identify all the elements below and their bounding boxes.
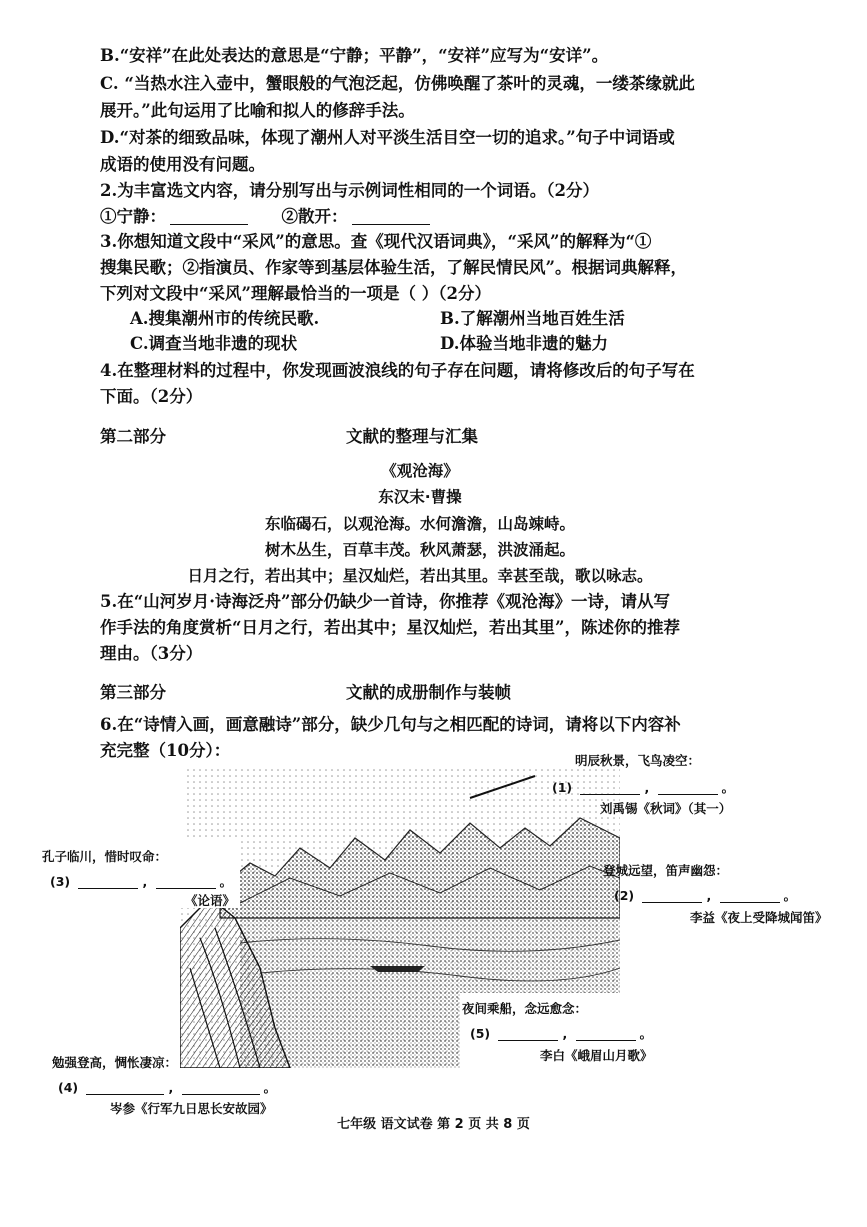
question-4-line2: 下面。（2分）: [100, 387, 203, 406]
caption-4-line: 勉强登高，惆怅凄凉：: [52, 1055, 178, 1070]
question-3-option-a: A.搜集潮州市的传统民歌.: [130, 309, 320, 328]
question-3-line1: 3.你想知道文段中“采风”的意思。查《现代汉语词典》，“采风”的解释为“①: [100, 232, 652, 251]
question-5-line3: 理由。（3分）: [100, 644, 203, 663]
part-2-title: 文献的整理与汇集: [346, 427, 478, 446]
caption-4-blanks: (4) , 。: [58, 1080, 277, 1095]
question-3-options-row1: [130, 307, 770, 331]
answer-blank[interactable]: [498, 1024, 558, 1041]
poem-line-2: 树木丛生，百草丰茂。秋风萧瑟，洪波涌起。: [264, 541, 575, 559]
question-2-stem: 2.为丰富选文内容，请分别写出与示例词性相同的一个词语。（2分）: [100, 181, 599, 200]
caption-5-blanks: (5) , 。: [470, 1026, 653, 1041]
question-3-line2: 搜集民歌；②指演员、作家等到基层体验生活，了解民情民风”。根据词典解释，: [100, 258, 687, 277]
answer-blank[interactable]: [78, 872, 138, 889]
answer-blank[interactable]: [170, 208, 248, 225]
question-5-line2: 作手法的角度赏析“日月之行，若出其中；星汉灿烂，若出其里”，陈述你的推荐: [100, 618, 680, 637]
part-3-title: 文献的成册制作与装帧: [346, 683, 511, 702]
caption-2-number: (2): [614, 888, 635, 903]
option-b: B.“安祥”在此处表达的意思是“宁静；平静”，“安祥”应写为“安详”。: [100, 46, 609, 65]
answer-blank[interactable]: [156, 872, 216, 889]
caption-1-source: 刘禹锡《秋词》（其一）: [600, 801, 732, 816]
answer-blank[interactable]: [658, 778, 718, 795]
landscape-illustration: [180, 768, 620, 1068]
caption-3-line: 孔子临川，惜时叹命：: [42, 849, 168, 864]
question-6-line1: 6.在“诗情入画，画意融诗”部分，缺少几句与之相匹配的诗词，请将以下内容补: [100, 715, 681, 734]
question-2-items: [100, 205, 740, 229]
question-3-option-c: C.调查当地非遗的现状: [130, 334, 298, 353]
caption-1-number: (1): [552, 780, 573, 795]
question-3-options-row2: [130, 332, 770, 356]
part-2-heading: [100, 425, 740, 449]
option-d-line1: D.“对茶的细致品味，体现了潮州人对平淡生活目空一切的追求。”句子中词语或: [100, 128, 675, 147]
option-c-line1: C. “当热水注入壶中，蟹眼般的气泡泛起，仿佛唤醒了茶叶的灵魂，一缕茶缘就此: [100, 74, 695, 93]
caption-4-source: 岑参《行军九日思长安故园》: [110, 1101, 273, 1116]
caption-1-line: 明辰秋景，飞鸟凌空：: [575, 753, 701, 768]
answer-blank[interactable]: [642, 886, 702, 903]
question-3-option-b: B.了解潮州当地百姓生活: [440, 309, 625, 328]
caption-3-source: 《论语》: [185, 893, 236, 908]
caption-5-line: 夜间乘船，念远愈念：: [462, 1001, 588, 1016]
answer-blank[interactable]: [720, 886, 780, 903]
answer-blank[interactable]: [86, 1078, 164, 1095]
option-d-line2: 成语的使用没有问题。: [100, 155, 265, 174]
poem-line-3: 日月之行，若出其中；星汉灿烂，若出其里。幸甚至哉，歌以咏志。: [187, 567, 653, 585]
page-footer: 七年级 语文试卷 第 2 页 共 8 页: [337, 1117, 530, 1132]
caption-4-number: (4): [58, 1080, 79, 1095]
question-6-line2: 充完整（10分）：: [100, 741, 231, 760]
caption-3-blanks: (3) , 。: [50, 874, 233, 889]
caption-2-source: 李益《夜上受降城闻笛》: [690, 910, 828, 925]
caption-5-source: 李白《峨眉山月歌》: [540, 1048, 653, 1063]
answer-blank[interactable]: [576, 1024, 636, 1041]
option-c-line2: 展开。”此句运用了比喻和拟人的修辞手法。: [100, 101, 415, 120]
poem-author: 东汉末·曹操: [378, 488, 462, 506]
poem-title: 《观沧海》: [381, 462, 459, 480]
answer-blank[interactable]: [182, 1078, 260, 1095]
part-3-label: 第三部分: [100, 683, 166, 702]
question-5-line1: 5.在“山河岁月·诗海泛舟”部分仍缺少一首诗，你推荐《观沧海》一诗，请从写: [100, 592, 670, 611]
poem-line-1: 东临碣石，以观沧海。水何澹澹，山岛竦峙。: [264, 515, 575, 533]
boat-icon: [370, 966, 425, 972]
question-4-line1: 4.在整理材料的过程中，你发现画波浪线的句子存在问题，请将修改后的句子写在: [100, 361, 695, 380]
caption-2-blanks: (2) , 。: [614, 888, 797, 903]
part-2-label: 第二部分: [100, 427, 166, 446]
question-2-item2-label: ②散开：: [281, 207, 348, 226]
question-3-option-d: D.体验当地非遗的魅力: [440, 334, 608, 353]
caption-5-number: (5): [470, 1026, 491, 1041]
caption-3-number: (3): [50, 874, 71, 889]
caption-mask: [180, 768, 186, 838]
question-3-line3: 下列对文段中“采风”理解最恰当的一项是（ ）（2分）: [100, 284, 491, 303]
caption-2-line: 登城远望，笛声幽怨：: [603, 863, 729, 878]
part-3-heading: [100, 681, 740, 705]
question-2-item1-label: ①宁静：: [100, 207, 166, 226]
caption-1-blanks: (1) , 。: [552, 780, 735, 795]
answer-blank[interactable]: [580, 778, 640, 795]
answer-blank[interactable]: [352, 208, 430, 225]
